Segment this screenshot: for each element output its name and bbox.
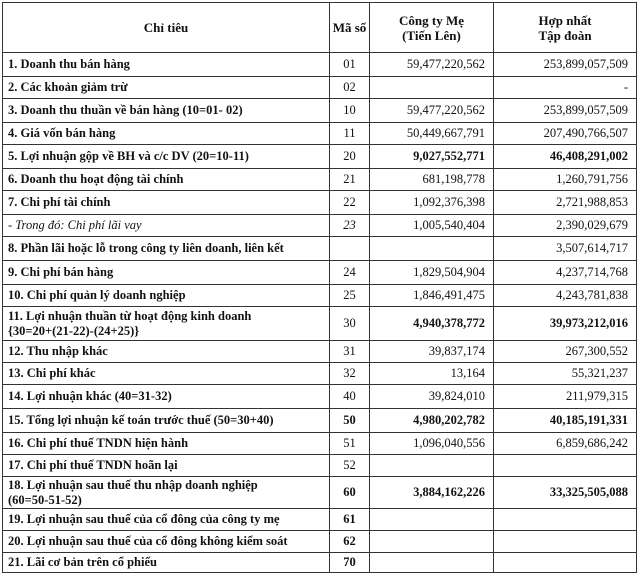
table-row xyxy=(3,99,637,123)
row-label xyxy=(3,385,330,409)
header-hop-nhat xyxy=(494,3,637,53)
row-parent-value: 1,005,540,404 xyxy=(370,215,494,237)
row-label-line2: (60=50-51-52) xyxy=(8,492,82,507)
row-label xyxy=(3,99,330,123)
row-code: 61 xyxy=(330,509,370,531)
table-row xyxy=(3,477,637,509)
row-parent-value xyxy=(370,531,494,553)
row-consolidated-value: 2,721,988,853 xyxy=(494,191,637,215)
row-parent-value xyxy=(370,509,494,531)
row-code: 11 xyxy=(330,123,370,145)
row-consolidated-value: 253,899,057,509 xyxy=(494,53,637,77)
header-hop-nhat-line2: Tập đoàn xyxy=(538,27,592,43)
table-row xyxy=(3,509,637,531)
table-row xyxy=(3,531,637,553)
row-code: 24 xyxy=(330,261,370,285)
row-label-line1: 18. Lợi nhuận sau thuế thu nhập doanh nghiệp xyxy=(8,477,258,492)
income-statement-table xyxy=(2,2,637,573)
row-label-line1: 15. Tổng lợi nhuận kế toán trước thuế (50=30+40) xyxy=(8,413,274,427)
row-label-line1: 3. Doanh thu thuần về bán hàng (10=01- 02) xyxy=(8,103,243,117)
row-code: 51 xyxy=(330,433,370,455)
row-label xyxy=(3,477,330,509)
row-consolidated-value xyxy=(494,455,637,477)
row-code: 01 xyxy=(330,53,370,77)
row-label-line1: 20. Lợi nhuận sau thuế của cổ đông không kiểm soát xyxy=(8,534,288,548)
table-row xyxy=(3,53,637,77)
row-code: 52 xyxy=(330,455,370,477)
header-chi-tieu: Chỉ tiêu xyxy=(3,3,330,53)
row-parent-value: 3,884,162,226 xyxy=(370,477,494,509)
row-parent-value: 1,096,040,556 xyxy=(370,433,494,455)
row-code: 02 xyxy=(330,77,370,99)
row-code: 70 xyxy=(330,553,370,573)
row-label xyxy=(3,261,330,285)
header-hop-nhat-line1: Hợp nhất xyxy=(538,12,592,28)
row-label xyxy=(3,285,330,307)
row-parent-value xyxy=(370,455,494,477)
row-label-line1: 16. Chi phí thuế TNDN hiện hành xyxy=(8,436,189,450)
table-row xyxy=(3,215,637,237)
row-label-line1: 5. Lợi nhuận gộp về BH và c/c DV (20=10-11) xyxy=(8,149,249,163)
table-row xyxy=(3,385,637,409)
table-row xyxy=(3,307,637,341)
row-consolidated-value: 3,507,614,717 xyxy=(494,237,637,261)
row-label xyxy=(3,409,330,433)
table-row xyxy=(3,123,637,145)
row-label xyxy=(3,341,330,363)
row-label-line1: 13. Chi phí khác xyxy=(8,366,96,380)
row-label-line1: 11. Lợi nhuận thuần từ hoạt động kinh doanh xyxy=(8,308,252,323)
table-row xyxy=(3,341,637,363)
row-parent-value: 50,449,667,791 xyxy=(370,123,494,145)
row-label xyxy=(3,455,330,477)
row-label-line1: 10. Chi phí quản lý doanh nghiệp xyxy=(8,288,186,302)
row-parent-value: 39,824,010 xyxy=(370,385,494,409)
row-label xyxy=(3,145,330,169)
row-label-line1: 17. Chi phí thuế TNDN hoãn lại xyxy=(8,458,178,472)
row-label xyxy=(3,237,330,261)
row-code: 40 xyxy=(330,385,370,409)
row-label-line1: 4. Giá vốn bán hàng xyxy=(8,126,116,140)
header-row xyxy=(3,3,637,53)
table-row xyxy=(3,553,637,573)
row-label xyxy=(3,531,330,553)
row-label-line1: 12. Thu nhập khác xyxy=(8,344,108,358)
row-label xyxy=(3,433,330,455)
row-label xyxy=(3,553,330,573)
row-parent-value: 13,164 xyxy=(370,363,494,385)
table-row xyxy=(3,145,637,169)
row-consolidated-value: 267,300,552 xyxy=(494,341,637,363)
row-parent-value xyxy=(370,237,494,261)
row-label xyxy=(3,191,330,215)
row-consolidated-value: 40,185,191,331 xyxy=(494,409,637,433)
row-label xyxy=(3,509,330,531)
row-parent-value xyxy=(370,553,494,573)
table-row xyxy=(3,77,637,99)
table-body xyxy=(3,53,637,573)
row-code: 50 xyxy=(330,409,370,433)
row-parent-value: 4,940,378,772 xyxy=(370,307,494,341)
row-code: 31 xyxy=(330,341,370,363)
row-consolidated-value: - xyxy=(494,77,637,99)
table-row xyxy=(3,433,637,455)
row-label-line1: 9. Chi phí bán hàng xyxy=(8,265,114,279)
row-consolidated-value: 1,260,791,756 xyxy=(494,169,637,191)
row-label xyxy=(3,215,330,237)
table-row xyxy=(3,285,637,307)
row-label xyxy=(3,77,330,99)
header-ma-so-text: Mã số xyxy=(332,20,367,35)
row-code: 20 xyxy=(330,145,370,169)
row-code xyxy=(330,237,370,261)
row-label xyxy=(3,53,330,77)
row-consolidated-value: 4,243,781,838 xyxy=(494,285,637,307)
row-label-line1: 19. Lợi nhuận sau thuế của cổ đông của công ty mẹ xyxy=(8,512,280,526)
row-parent-value: 9,027,552,771 xyxy=(370,145,494,169)
row-parent-value: 1,829,504,904 xyxy=(370,261,494,285)
row-label-line1: 1. Doanh thu bán hàng xyxy=(8,57,130,71)
table-row xyxy=(3,191,637,215)
row-parent-value: 1,846,491,475 xyxy=(370,285,494,307)
row-parent-value xyxy=(370,77,494,99)
row-code: 62 xyxy=(330,531,370,553)
row-consolidated-value: 46,408,291,002 xyxy=(494,145,637,169)
row-label-line2: {30=20+(21-22)-(24+25)} xyxy=(8,323,140,338)
row-code: 23 xyxy=(330,215,370,237)
row-consolidated-value: 39,973,212,016 xyxy=(494,307,637,341)
row-parent-value: 681,198,778 xyxy=(370,169,494,191)
row-code: 60 xyxy=(330,477,370,509)
header-ma-so xyxy=(330,3,370,53)
header-cong-ty-me-line2: (Tiến Lên) xyxy=(402,27,461,43)
row-label-line1: 7. Chi phí tài chính xyxy=(8,195,111,209)
row-parent-value: 59,477,220,562 xyxy=(370,53,494,77)
row-consolidated-value: 207,490,766,507 xyxy=(494,123,637,145)
row-consolidated-value xyxy=(494,531,637,553)
row-label-line1: 8. Phần lãi hoặc lỗ trong công ty liên doanh, liên kết xyxy=(8,241,284,255)
row-label-line1: 21. Lãi cơ bản trên cổ phiếu xyxy=(8,555,157,569)
table-row xyxy=(3,261,637,285)
row-label xyxy=(3,169,330,191)
table-row xyxy=(3,409,637,433)
row-parent-value: 4,980,202,782 xyxy=(370,409,494,433)
table-row xyxy=(3,237,637,261)
table-row xyxy=(3,363,637,385)
row-label xyxy=(3,123,330,145)
header-cong-ty-me-line1: Công ty Mẹ xyxy=(399,12,464,28)
row-code: 32 xyxy=(330,363,370,385)
row-code: 21 xyxy=(330,169,370,191)
row-parent-value: 59,477,220,562 xyxy=(370,99,494,123)
table-row xyxy=(3,455,637,477)
row-consolidated-value xyxy=(494,509,637,531)
row-label-line1: 6. Doanh thu hoạt động tài chính xyxy=(8,172,184,186)
row-consolidated-value: 211,979,315 xyxy=(494,385,637,409)
row-code: 30 xyxy=(330,307,370,341)
row-parent-value: 1,092,376,398 xyxy=(370,191,494,215)
row-code: 25 xyxy=(330,285,370,307)
row-consolidated-value: 2,390,029,679 xyxy=(494,215,637,237)
row-consolidated-value: 33,325,505,088 xyxy=(494,477,637,509)
header-cong-ty-me xyxy=(370,3,494,53)
row-consolidated-value: 6,859,686,242 xyxy=(494,433,637,455)
row-parent-value: 39,837,174 xyxy=(370,341,494,363)
row-code: 22 xyxy=(330,191,370,215)
row-label-line1: 2. Các khoản giảm trừ xyxy=(8,80,128,94)
row-label-line1: - Trong đó: Chi phí lãi vay xyxy=(8,218,142,232)
row-label xyxy=(3,307,330,341)
table-row xyxy=(3,169,637,191)
row-consolidated-value: 253,899,057,509 xyxy=(494,99,637,123)
row-consolidated-value xyxy=(494,553,637,573)
row-consolidated-value: 4,237,714,768 xyxy=(494,261,637,285)
row-label-line1: 14. Lợi nhuận khác (40=31-32) xyxy=(8,389,172,403)
row-code: 10 xyxy=(330,99,370,123)
row-label xyxy=(3,363,330,385)
row-consolidated-value: 55,321,237 xyxy=(494,363,637,385)
